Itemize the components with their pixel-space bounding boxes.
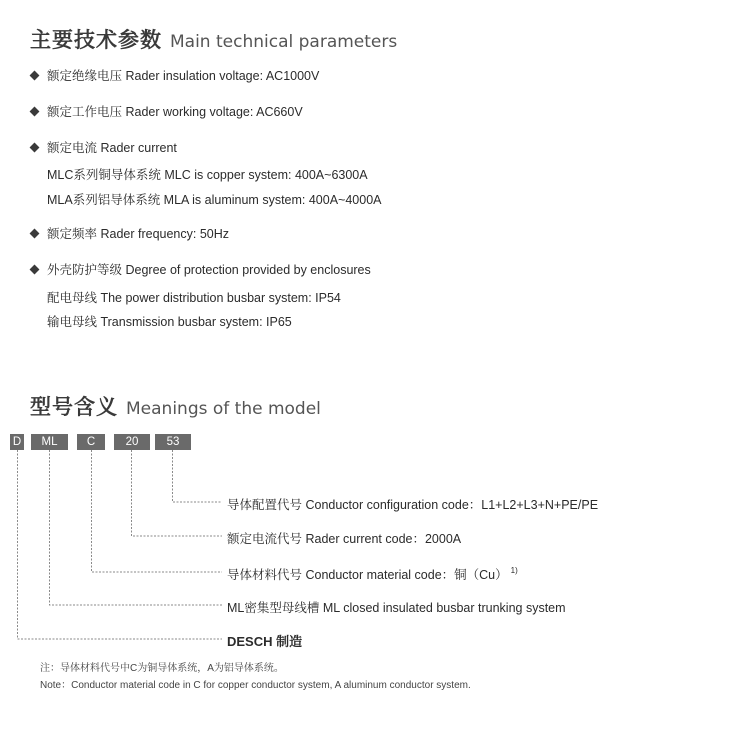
connector-line-53 xyxy=(173,450,223,502)
param-text: 额定工作电压 Rader working voltage: AC660V xyxy=(47,105,303,119)
model-code-ml: ML xyxy=(31,434,68,450)
connector-line-d xyxy=(18,450,223,639)
note-cn: 注：导体材料代号中C为铜导体系统，A为铝导体系统。 xyxy=(40,663,284,674)
section-title-en: Main technical parameters xyxy=(170,32,398,52)
param-transmission: 输电母线 Transmission busbar system: IP65 xyxy=(47,315,292,329)
footnote-mark: 1) xyxy=(510,566,518,575)
param-text: 外壳防护等级 Degree of protection provided by enclosures xyxy=(47,263,371,277)
label-material-code xyxy=(227,565,518,583)
label-ml-system: ML密集型母线槽 ML closed insulated busbar trunking system xyxy=(227,601,566,615)
param-text: 额定频率 Rader frequency: 50Hz xyxy=(47,227,230,241)
label-material-text: 导体材料代号 Conductor material code：铜（Cu） xyxy=(227,568,508,582)
label-current-code: 额定电流代号 Rader current code：2000A xyxy=(227,532,462,546)
label-maker: DESCH 制造 xyxy=(227,634,303,649)
param-text: 额定绝缘电压 Rader insulation voltage: AC1000V xyxy=(47,69,320,83)
model-code-d: D xyxy=(10,434,24,450)
label-conductor-config: 导体配置代号 Conductor configuration code：L1+L2+L3+N+PE/PE xyxy=(227,498,599,512)
connector-line-ml xyxy=(50,450,223,605)
connector-line-20 xyxy=(132,450,223,536)
section-title-cn: 型号含义 xyxy=(30,395,118,419)
section-title-en: Meanings of the model xyxy=(126,399,321,419)
param-distribution: 配电母线 The power distribution busbar system: IP54 xyxy=(47,291,341,305)
model-code-c: C xyxy=(77,434,105,450)
param-text: 额定电流 Rader current xyxy=(47,141,177,155)
param-mlc: MLC系列铜导体系统 MLC is copper system: 400A~6300A xyxy=(47,168,368,182)
model-code-53: 53 xyxy=(155,434,191,450)
model-code-20: 20 xyxy=(114,434,150,450)
connector-line-c xyxy=(92,450,223,572)
param-mla: MLA系列铝导体系统 MLA is aluminum system: 400A~4000A xyxy=(47,193,382,207)
section-title-cn: 主要技术参数 xyxy=(30,28,162,52)
note-en: Note：Conductor material code in C for copper conductor system, A aluminum conductor system. xyxy=(40,680,471,691)
